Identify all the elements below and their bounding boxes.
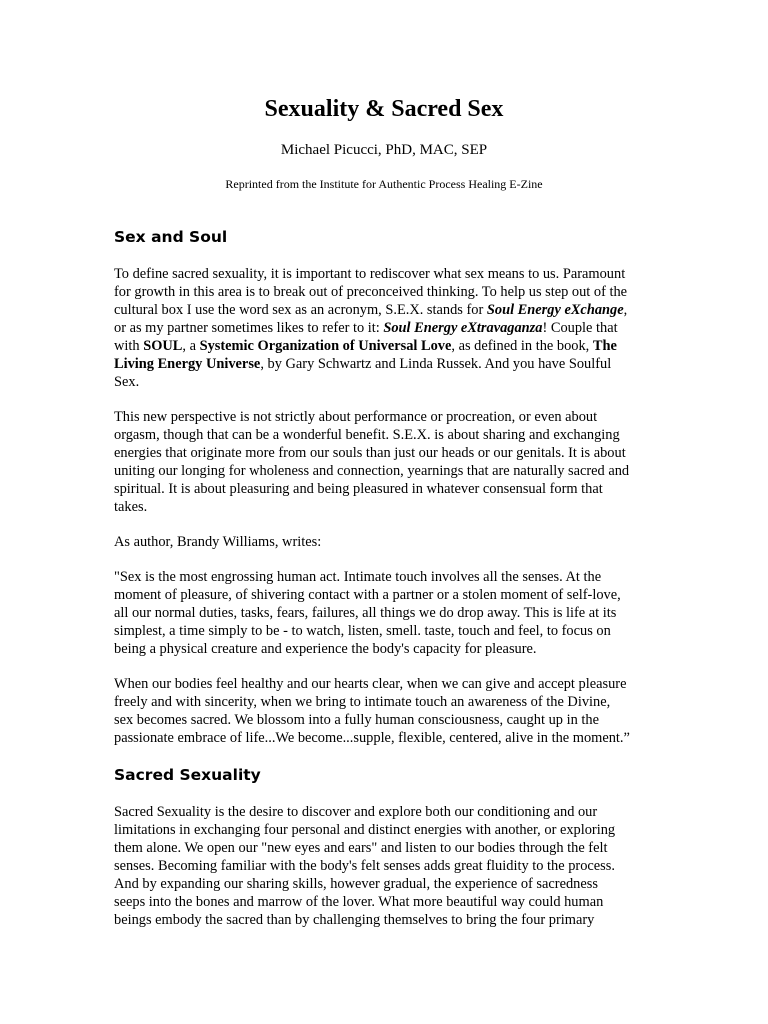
text-line: To define sacred sexuality, it is important to rediscover what sex means to us. Paramount [114, 266, 626, 282]
text-line: seeps into the bones and marrow of the lover. What more beautiful way could human [114, 894, 604, 910]
text-line: all our normal duties, tasks, fears, failures, all things we do drop away. This is life at its [114, 605, 617, 621]
text-line [114, 337, 659, 355]
paragraph-quote-part-2 [114, 675, 659, 747]
emphasis-soul-energy-exchange: Soul Energy eXchange [486, 302, 624, 318]
book-title-start: The [592, 338, 617, 354]
text-line [114, 301, 659, 319]
emphasis-soul: SOUL [143, 338, 183, 354]
text-line: Sacred Sexuality is the desire to discover and explore both our conditioning and our [114, 804, 598, 820]
text-line: beings embody the sacred than by challenging themselves to bring the four primary [114, 912, 595, 928]
text-line: orgasm, though that can be a wonderful benefit. S.E.X. is about sharing and exchanging [114, 427, 620, 443]
text-run: cultural box I use the word sex as an acronym, S.E.X. stands for [114, 302, 487, 318]
paragraph-sex-definition [114, 265, 659, 391]
text-line: uniting our longing for wholeness and connection, yearnings that are naturally sacred and [114, 463, 630, 479]
text-run: or as my partner sometimes likes to refer to it: [114, 320, 384, 336]
paragraph-new-perspective [114, 408, 659, 516]
text-line [114, 355, 659, 373]
text-line: limitations in exchanging four personal and distinct energies with another, or exploring [114, 822, 616, 838]
book-title-end: Living Energy Universe [114, 356, 261, 372]
text-run: with [114, 338, 144, 354]
text-line: freely and with sincerity, when we bring to intimate touch an awareness of the Divine, [114, 694, 611, 710]
paragraph-quote-part-1 [114, 568, 659, 658]
section-heading-sex-and-soul: Sex and Soul [114, 228, 228, 246]
text-run: ! Couple that [542, 320, 618, 336]
author-line: Michael Picucci, PhD, MAC, SEP [280, 142, 488, 158]
emphasis-soul-energy-extravaganza: Soul Energy eXtravaganza [383, 320, 543, 336]
text-line: And by expanding our sharing skills, however gradual, the experience of sacredness [114, 876, 598, 892]
text-line: takes. [114, 499, 148, 515]
text-line [114, 319, 659, 337]
section-heading-sacred-sexuality: Sacred Sexuality [114, 766, 261, 784]
paragraph-quote-intro [114, 533, 659, 551]
text-run: , as defined in the book, [451, 338, 593, 354]
text-line: spiritual. It is about pleasuring and being pleasured in whatever consensual form that [114, 481, 603, 497]
paragraph-sacred-sexuality [114, 803, 659, 929]
document-body [114, 226, 659, 946]
text-run: , a [182, 338, 200, 354]
text-line: passionate embrace of life...We become...supple, flexible, centered, alive in the moment.” [114, 730, 630, 746]
text-run: , by Gary Schwartz and Linda Russek. And you have Soulful [260, 356, 612, 372]
text-line: senses. Becoming familiar with the body's felt senses adds great fluidity to the process. [114, 858, 615, 874]
text-line: energies that originate more from our souls than just our heads or our genitals. It is about [114, 445, 626, 461]
text-line: "Sex is the most engrossing human act. Intimate touch involves all the senses. At the [114, 569, 602, 585]
emphasis-systemic-organization: Systemic Organization of Universal Love [199, 338, 452, 354]
text-line: This new perspective is not strictly about performance or procreation, or even about [114, 409, 598, 425]
document-title: Sexuality & Sacred Sex [264, 96, 504, 122]
text-line: sex becomes sacred. We blossom into a fully human consciousness, caught up in the [114, 712, 599, 728]
reprint-note: Reprinted from the Institute for Authentic Process Healing E-Zine [225, 177, 543, 191]
text-line: simplest, a time simply to be - to watch, listen, smell. taste, touch and feel, to focus on [114, 623, 611, 639]
text-run: , [623, 302, 628, 318]
text-line: moment of pleasure, of shivering contact with a partner or a stolen moment of self-love, [114, 587, 621, 603]
text-line: being a physical creature and experience the body's capacity for pleasure. [114, 641, 537, 657]
text-line: Sex. [114, 374, 140, 390]
text-line: them alone. We open our "new eyes and ears" and listen to our bodies through the felt [114, 840, 608, 856]
text-line: As author, Brandy Williams, writes: [114, 534, 322, 550]
text-line: When our bodies feel healthy and our hearts clear, when we can give and accept pleasure [114, 676, 627, 692]
text-line: for growth in this area is to break out of preconceived thinking. To help us step out of the [114, 284, 628, 300]
